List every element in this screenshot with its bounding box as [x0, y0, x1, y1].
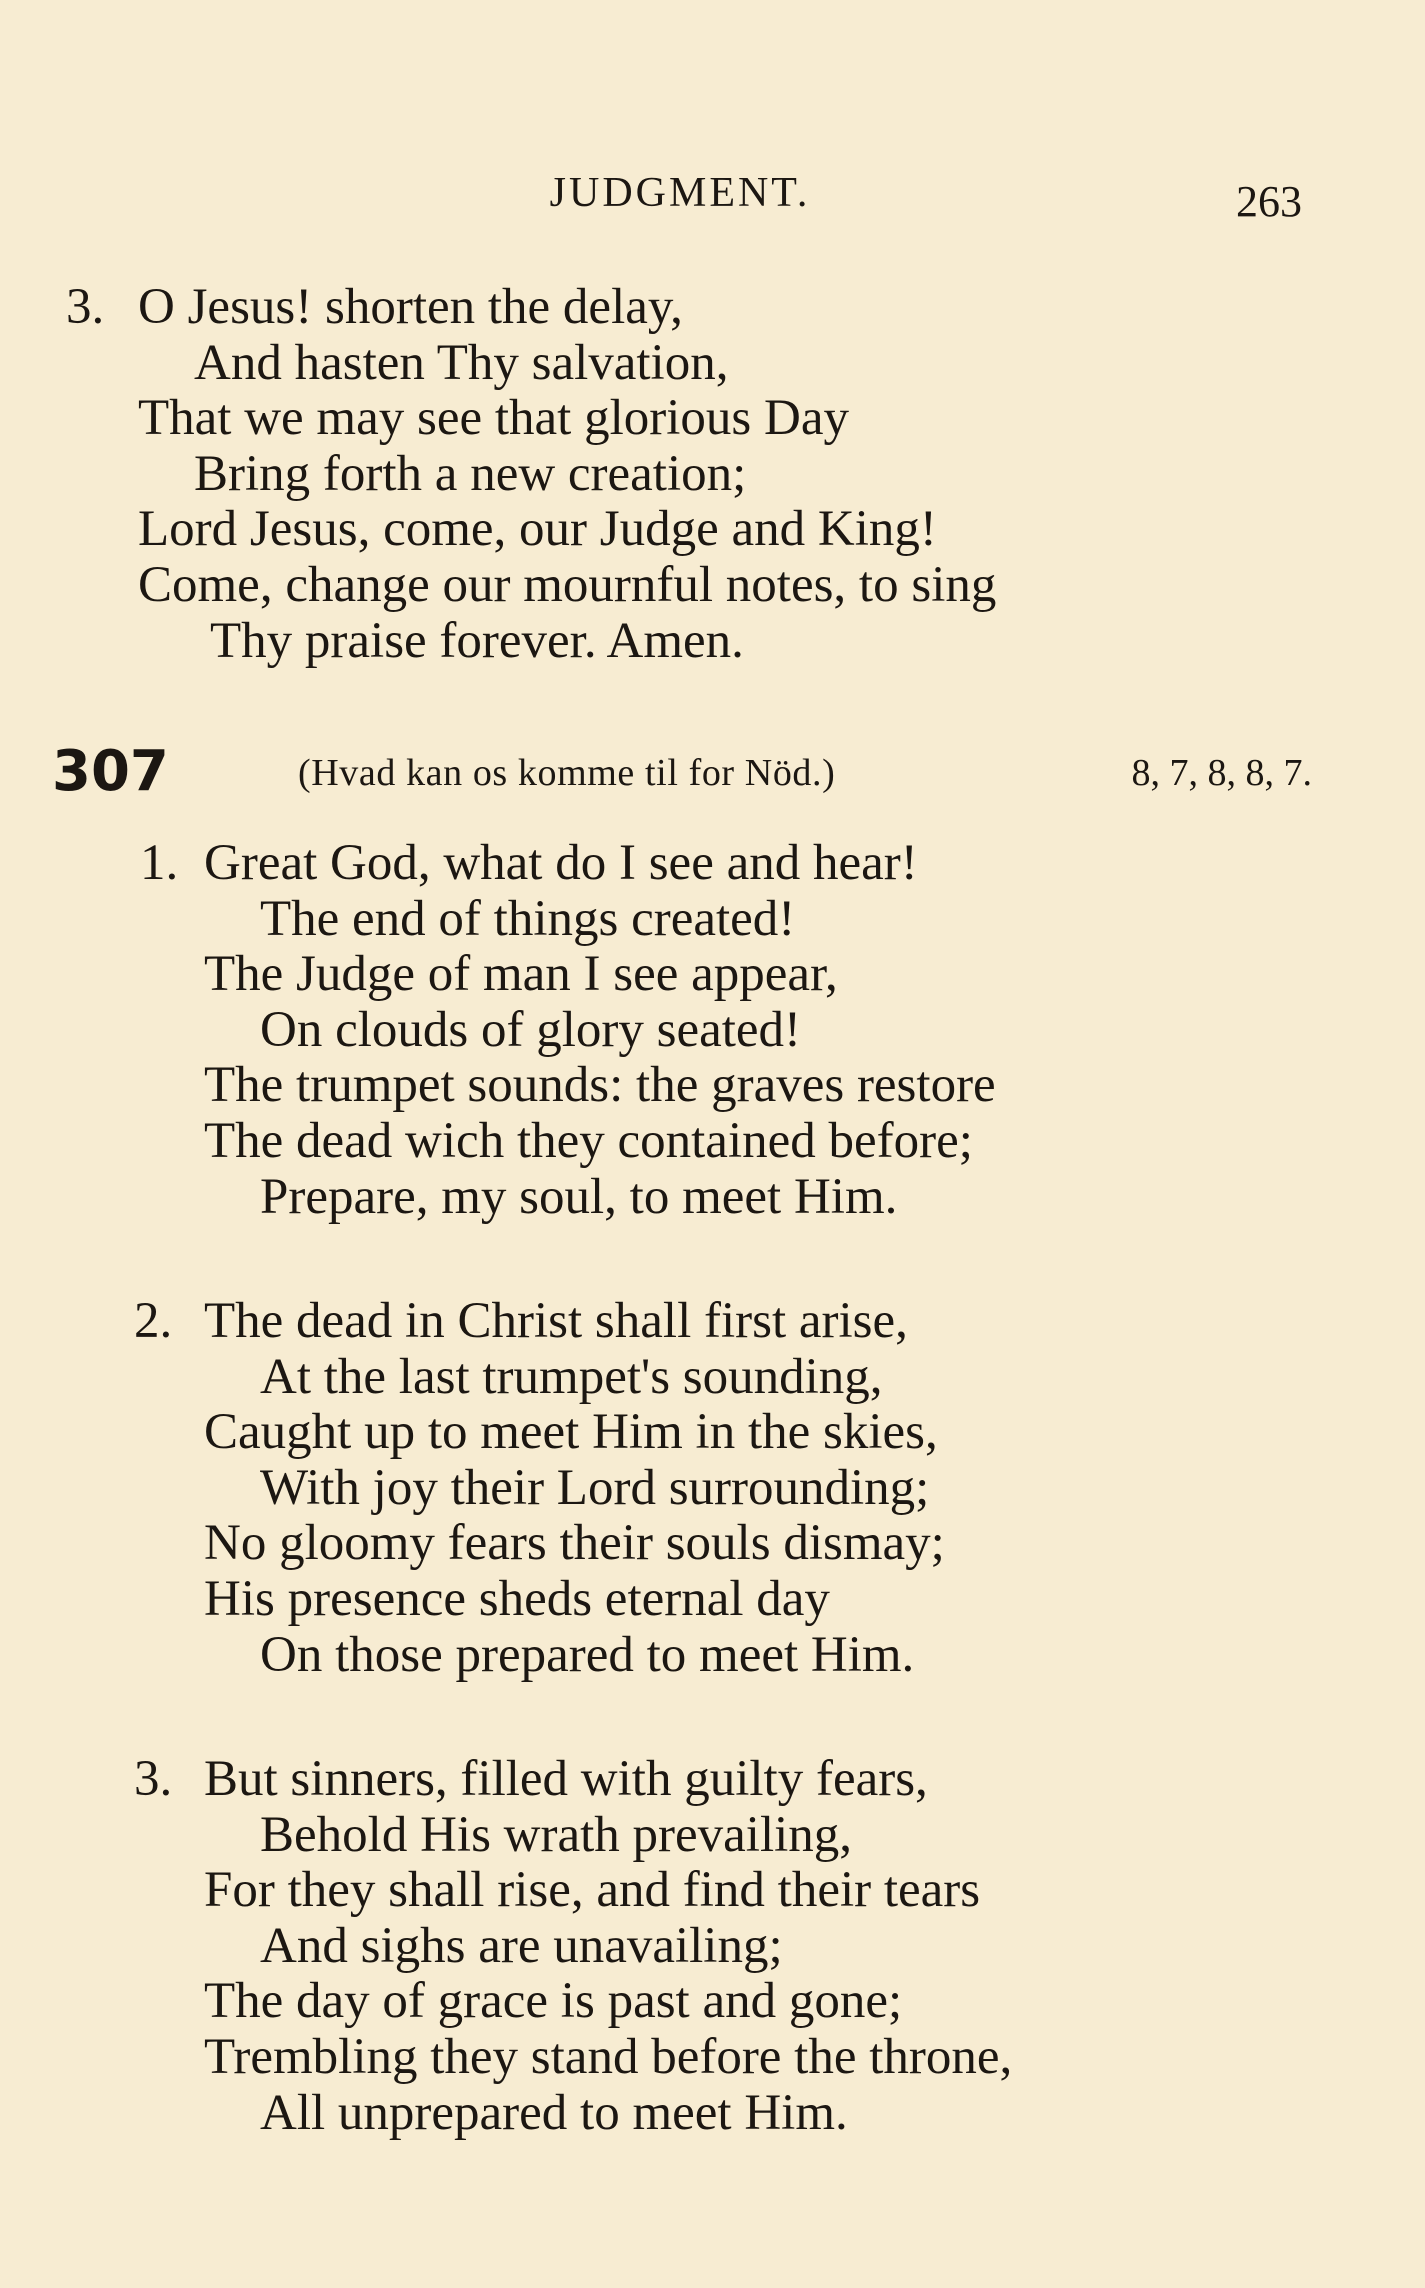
verse-number: 2.	[134, 1293, 173, 1349]
verse-line: The dead wich they contained before;	[204, 1112, 973, 1169]
verse-line: At the last trumpet's sounding,	[260, 1348, 883, 1405]
hymn-number: 307	[52, 739, 169, 804]
hymn-verse-2	[204, 1294, 945, 1683]
verse-line: For they shall rise, and find their tears	[204, 1862, 981, 1919]
verse-line: And sighs are unavailing;	[260, 1917, 783, 1974]
verse-line: The trumpet sounds: the graves restore	[204, 1057, 996, 1114]
hymn-verse-1	[204, 836, 996, 1225]
verse-line: And hasten Thy salvation,	[194, 334, 729, 391]
running-header-title: JUDGMENT.	[549, 170, 811, 216]
prev-verse-3	[138, 280, 996, 669]
verse-line: That we may see that glorious Day	[138, 390, 849, 447]
verse-number: 1.	[140, 835, 179, 891]
verse-line: The dead in Christ shall first arise,	[204, 1293, 908, 1349]
hymn-heading	[52, 739, 1312, 804]
verse-line: Lord Jesus, come, our Judge and King!	[138, 501, 937, 558]
verse-line: But sinners, filled with guilty fears,	[204, 1751, 928, 1807]
verse-line: With joy their Lord surrounding;	[260, 1459, 930, 1516]
hymn-verse-3	[204, 1752, 1012, 2141]
page-number: 263	[1236, 177, 1302, 226]
verse-line: His presence sheds eternal day	[204, 1570, 830, 1627]
verse-line: Come, change our mournful notes, to sing	[138, 556, 997, 613]
verse-number: 3.	[134, 1751, 173, 1807]
hymn-meter: 8, 7, 8, 8, 7.	[1131, 752, 1312, 794]
verse-line: Trembling they stand before the throne,	[204, 2028, 1013, 2085]
verse-line: Thy praise forever. Amen.	[210, 612, 744, 669]
prev-verse-number: 3.	[66, 279, 105, 335]
verse-line: Great God, what do I see and hear!	[204, 835, 918, 891]
verse-line: The day of grace is past and gone;	[204, 1973, 903, 2030]
verse-line: On those prepared to meet Him.	[260, 1626, 915, 1683]
verse-line: Prepare, my soul, to meet Him.	[260, 1168, 898, 1225]
verse-line: All unprepared to meet Him.	[260, 2084, 848, 2141]
verse-line: No gloomy fears their souls dismay;	[204, 1515, 945, 1572]
verse-line: Caught up to meet Him in the skies,	[204, 1404, 938, 1461]
verse-line: Bring forth a new creation;	[194, 445, 747, 502]
verse-line: On clouds of glory seated!	[260, 1001, 802, 1058]
verse-line: The Judge of man I see appear,	[204, 946, 838, 1003]
verse-line: The end of things created!	[260, 890, 796, 947]
hymn-original-title: (Hvad kan os komme til for Nöd.)	[298, 752, 836, 794]
verse-line: O Jesus! shorten the delay,	[138, 279, 683, 335]
verse-line: Behold His wrath prevailing,	[260, 1806, 853, 1863]
